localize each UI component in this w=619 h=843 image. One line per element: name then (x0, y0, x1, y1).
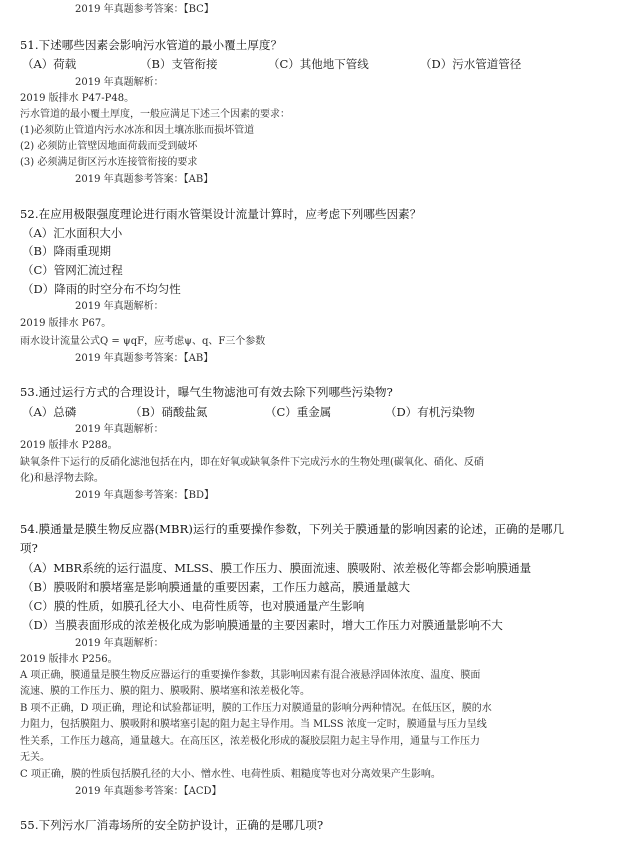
analysis-text: C 项正确，膜的性质包括膜孔径的大小、憎水性、电荷性质、粗糙度等也对分离效果产生影响。 (20, 769, 441, 780)
analysis-heading: 2019 年真题解析： (75, 301, 164, 312)
option-c: （C）管网汇流过程 (22, 263, 123, 277)
analysis-reference: 2019 版排水 P47-P48。 (20, 93, 135, 104)
option-c: （C）膜的性质，如膜孔径大小、电荷性质等，也对膜通量产生影响 (22, 599, 365, 613)
analysis-reference: 2019 版排水 P288。 (20, 440, 118, 451)
option-b: （B）降雨重现期 (22, 244, 111, 258)
analysis-reference: 2019 版排水 P256。 (20, 654, 118, 665)
option-a: （A）汇水面积大小 (22, 226, 123, 240)
question-55: 55.下列污水厂消毒场所的安全防护设计，正确的是哪几项? (20, 818, 324, 832)
answer-line: 2019 年真题参考答案：【ACD】 (75, 786, 222, 797)
option-c: （C）其他地下管线 (268, 57, 369, 71)
analysis-text: 化)和悬浮物去除。 (20, 473, 104, 484)
analysis-text: 缺氧条件下运行的反硝化滤池包括在内，即在好氧或缺氧条件下完成污水的生物处理(碳氧化、硝化、反硝 (20, 457, 484, 468)
option-b: （B）硝酸盐氮 (130, 405, 208, 419)
analysis-heading: 2019 年真题解析： (75, 424, 164, 435)
analysis-heading: 2019 年真题解析： (75, 638, 164, 649)
analysis-text: 污水管道的最小覆土厚度，一般应满足下述三个因素的要求： (20, 109, 290, 120)
analysis-text: 流速、膜的工作压力、膜的阻力、膜吸附、膜堵塞和浓差极化等。 (20, 686, 310, 697)
question-52: 52.在应用极限强度理论进行雨水管渠设计流量计算时，应考虑下列哪些因素？ (20, 207, 422, 221)
analysis-text: 性关系，工作压力越高，通量越大。在高压区，浓差极化形成的凝胶层阻力起主导作用，通量与工作压力 (20, 736, 480, 747)
option-d: （D）当膜表面形成的浓差极化成为影响膜通量的主要因素时，增大工作压力对膜通量影响不大 (22, 618, 503, 632)
option-d: （D）有机污染物 (385, 405, 475, 419)
analysis-reference: 2019 版排水 P67。 (20, 318, 112, 329)
question-53: 53.通过运行方式的合理设计，曝气生物滤池可有效去除下列哪些污染物? (20, 385, 393, 399)
option-a: （A）总磷 (22, 405, 77, 419)
option-d: （D）污水管道管径 (420, 57, 522, 71)
option-a: （A）MBR系统的运行温度、MLSS、膜工作压力、膜面流速、膜吸附、浓差极化等都会影响膜通量 (22, 561, 532, 575)
option-d: （D）降雨的时空分布不均匀性 (22, 282, 181, 296)
analysis-text: (3) 必须满足街区污水连接管衔接的要求 (20, 157, 198, 168)
option-b: （B）支管衔接 (140, 57, 218, 71)
analysis-text: 无关。 (20, 752, 50, 763)
analysis-heading: 2019 年真题解析： (75, 77, 164, 88)
analysis-text: B 项不正确，D 项正确，理论和试验都证明，膜的工作压力对膜通量的影响分两种情况。在低压区，膜的水 (20, 703, 492, 714)
answer-line: 2019 年真题参考答案：【AB】 (75, 353, 214, 364)
analysis-text: 力阻力，包括膜阻力、膜吸附和膜堵塞引起的阻力起主导作用。当 MLSS 浓度一定时，膜通量与压力呈线 (20, 719, 487, 730)
question-53-options (0, 404, 619, 420)
question-51-options (0, 56, 619, 72)
analysis-text: (2) 必须防止管壁因地面荷载而受到破坏 (20, 141, 198, 152)
analysis-text: (1)必须防止管道内污水冰冻和因土壤冻胀而损坏管道 (20, 125, 255, 136)
option-a: （A）荷载 (22, 57, 77, 71)
option-c: （C）重金属 (265, 405, 332, 419)
question-54-continued: 项? (20, 541, 38, 555)
question-54: 54.膜通量是膜生物反应器(MBR)运行的重要操作参数，下列关于膜通量的影响因素的论述，正确的是哪几 (20, 522, 565, 536)
answer-line: 2019 年真题参考答案：【BC】 (75, 4, 214, 15)
analysis-text: 雨水设计流量公式Q = ψqF，应考虑ψ、q、F三个参数 (20, 336, 266, 347)
analysis-text: A 项正确，膜通量是膜生物反应器运行的重要操作参数，其影响因素有混合液悬浮固体浓度、温度、膜面 (20, 670, 481, 681)
answer-line: 2019 年真题参考答案：【BD】 (75, 490, 214, 501)
question-51: 51.下述哪些因素会影响污水管道的最小覆土厚度？ (20, 38, 283, 52)
answer-line: 2019 年真题参考答案：【AB】 (75, 174, 214, 185)
option-b: （B）膜吸附和膜堵塞是影响膜通量的重要因素，工作压力越高，膜通量越大 (22, 580, 410, 594)
